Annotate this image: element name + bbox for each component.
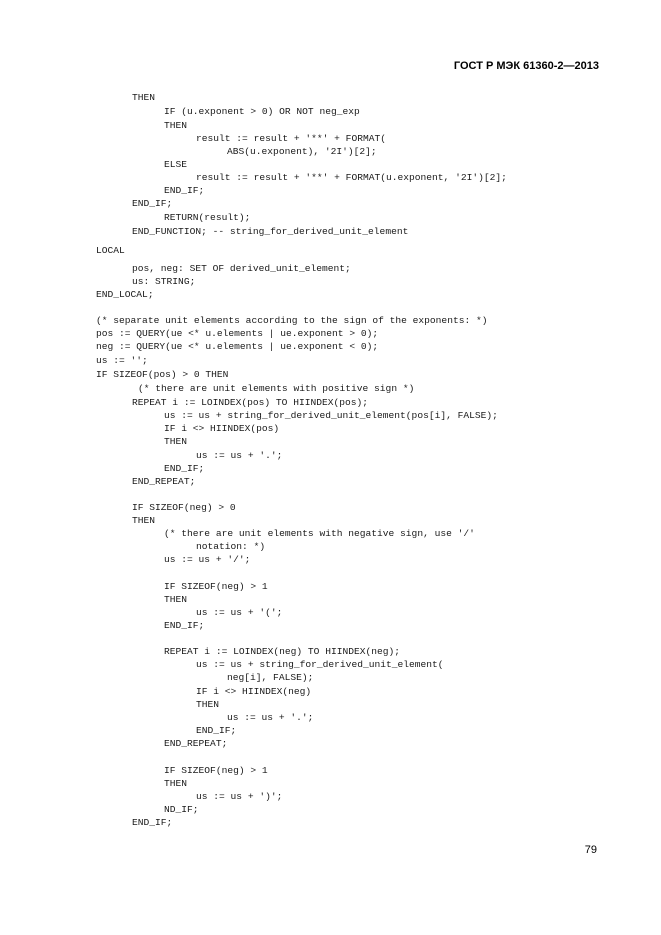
code-line: IF SIZEOF(neg) > 1 [164,765,268,776]
code-line: (* there are unit elements with positive sign *) [138,383,415,394]
code-line: us := us + ')'; [196,791,283,802]
code-line: THEN [164,120,188,131]
code-line: us := ''; [96,355,148,366]
code-line: THEN [164,436,188,447]
code-line: THEN [132,92,156,103]
code-line: us := us + '.'; [227,712,314,723]
code-line: ABS(u.exponent), '2I')[2]; [227,146,377,157]
code-line: us := us + '.'; [196,450,283,461]
code-line: END_IF; [164,463,205,474]
code-line: pos := QUERY(ue <* u.elements | ue.exponent > 0); [96,328,379,339]
code-line: ELSE [164,159,188,170]
code-line: THEN [132,515,156,526]
code-line: END_REPEAT; [164,738,228,749]
code-line: END_IF; [132,817,173,828]
code-line: THEN [164,594,188,605]
code-line: result := result + '**' + FORMAT( [196,133,386,144]
code-line: THEN [196,699,220,710]
code-line: RETURN(result); [164,212,251,223]
code-line: IF i <> HIINDEX(neg) [196,686,312,697]
code-line: REPEAT i := LOINDEX(pos) TO HIINDEX(pos); [132,397,369,408]
code-line: neg := QUERY(ue <* u.elements | ue.exponent < 0); [96,341,379,352]
code-line: us := us + '('; [196,607,283,618]
code-line: END_IF; [164,620,205,631]
code-line: us: STRING; [132,276,196,287]
code-line: END_FUNCTION; -- string_for_derived_unit_element [132,226,409,237]
code-line: neg[i], FALSE); [227,672,314,683]
code-line: us := us + '/'; [164,554,251,565]
code-line: pos, neg: SET OF derived_unit_element; [132,263,351,274]
code-line: LOCAL [96,245,125,256]
page-number: 79 [584,844,597,856]
code-line: THEN [164,778,188,789]
code-line: IF SIZEOF(neg) > 0 [132,502,236,513]
code-line: (* there are unit elements with negative sign, use '/' [164,528,475,539]
code-line: END_IF; [164,185,205,196]
code-line: IF i <> HIINDEX(pos) [164,423,280,434]
code-line: IF (u.exponent > 0) OR NOT neg_exp [164,106,360,117]
code-line: ND_IF; [164,804,199,815]
code-line: END_REPEAT; [132,476,196,487]
standard-header: ГОСТ Р МЭК 61360-2—2013 [453,60,599,72]
code-line: END_LOCAL; [96,289,154,300]
code-line: REPEAT i := LOINDEX(neg) TO HIINDEX(neg); [164,646,401,657]
code-line: IF SIZEOF(pos) > 0 THEN [96,369,229,380]
code-line: us := us + string_for_derived_unit_element( [196,659,444,670]
code-line: (* separate unit elements according to the sign of the exponents: *) [96,315,488,326]
code-line: us := us + string_for_derived_unit_element(pos[i], FALSE); [164,410,498,421]
code-line: IF SIZEOF(neg) > 1 [164,581,268,592]
code-line: result := result + '**' + FORMAT(u.exponent, '2I')[2]; [196,172,507,183]
code-line: END_IF; [132,198,173,209]
code-line: notation: *) [196,541,266,552]
code-line: END_IF; [196,725,237,736]
